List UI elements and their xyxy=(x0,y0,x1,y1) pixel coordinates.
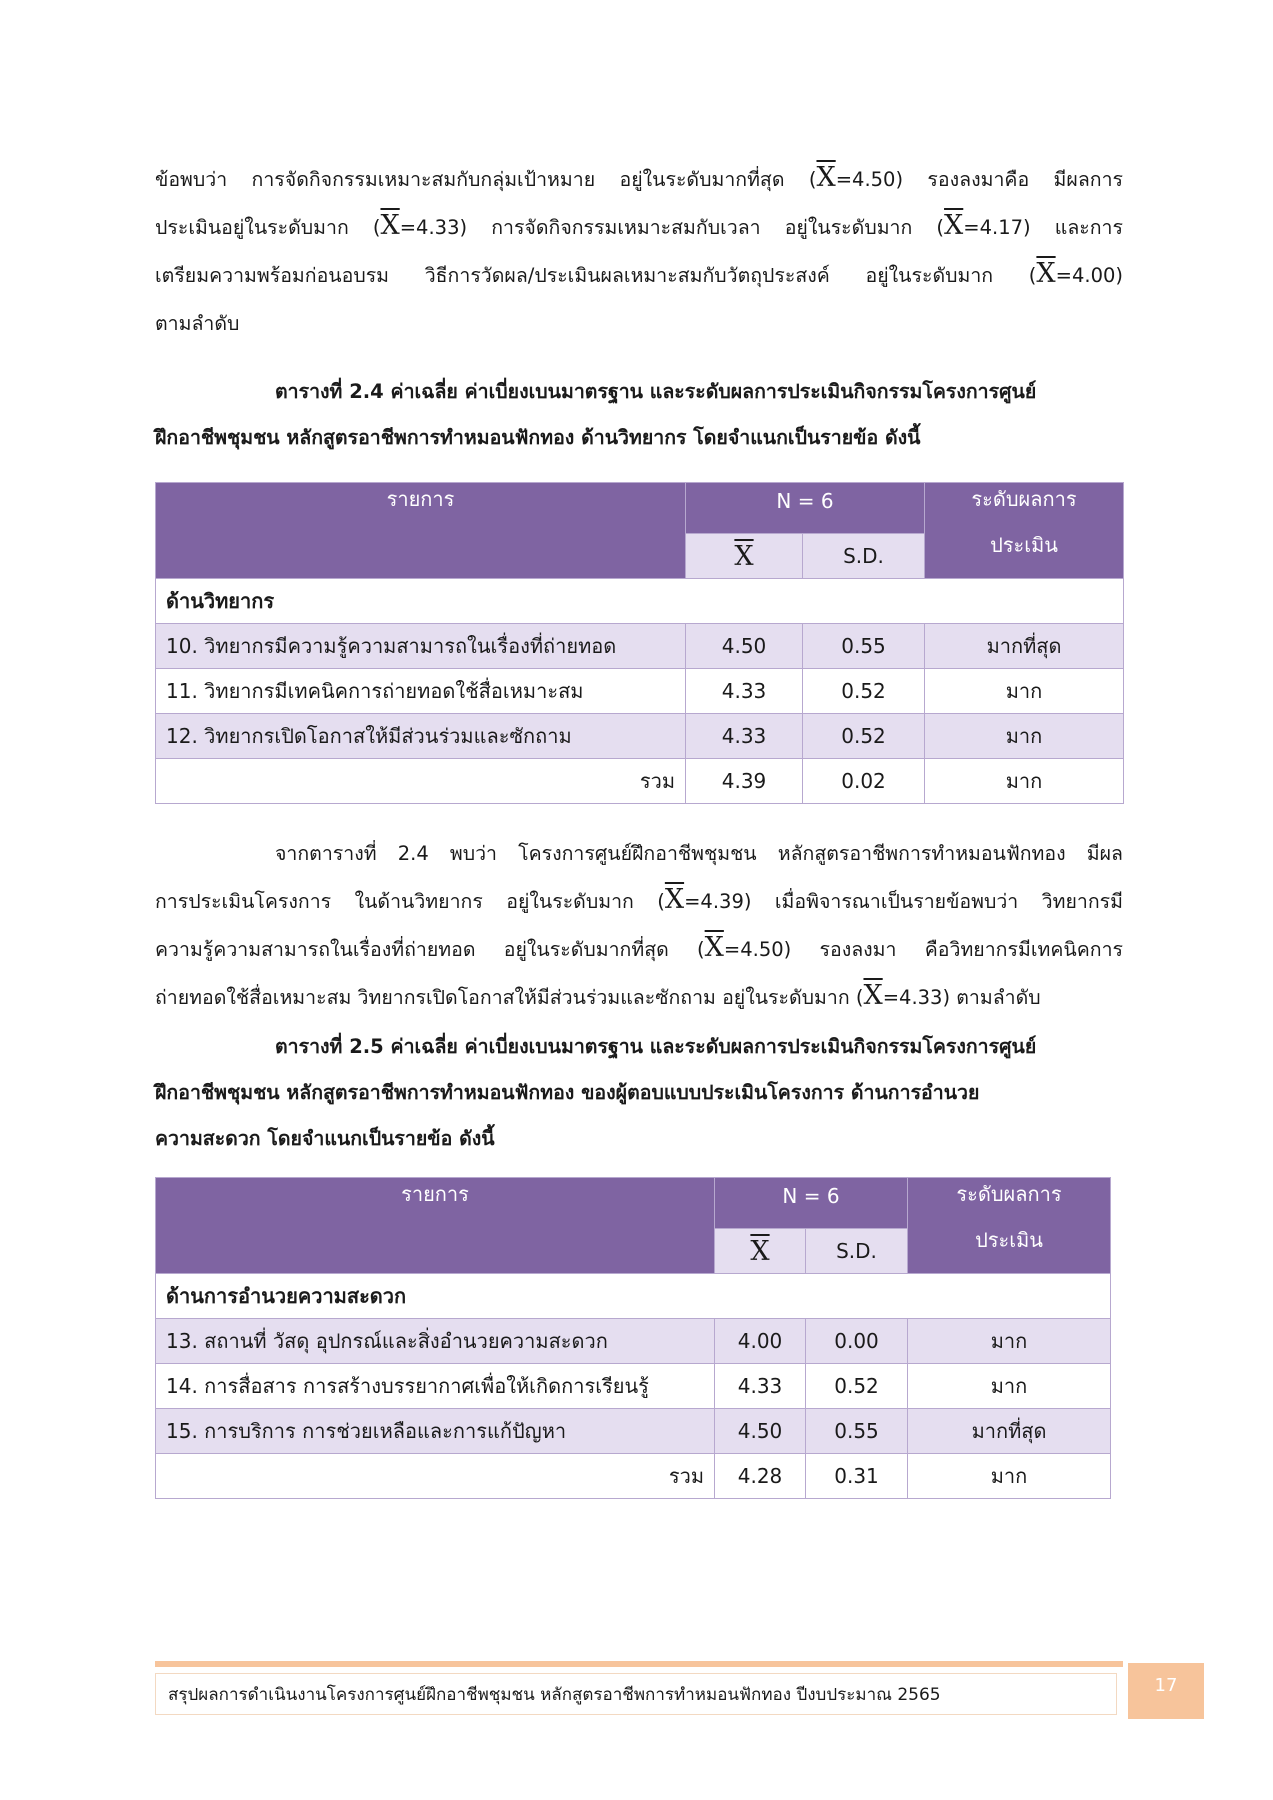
total-row: รวม 4.39 0.02 มาก xyxy=(156,759,1124,804)
table-row: 10. วิทยากรมีความรู้ความสามารถในเรื่องที่ถ่ายทอด 4.50 0.55 มากที่สุด xyxy=(156,624,1124,669)
header-item: รายการ xyxy=(156,483,686,579)
header-n: N = 6 xyxy=(715,1178,908,1229)
intro-paragraph xyxy=(155,156,1123,348)
header-level: ระดับผลการ ประเมิน xyxy=(908,1178,1111,1274)
paragraph-line: จากตารางที่ 2.4 พบว่า โครงการศูนย์ฝึกอาชีพชุมชน หลักสูตรอาชีพการทำหมอนฟักทอง มีผล xyxy=(275,842,1123,865)
table-caption-2-5 xyxy=(155,1024,1123,1162)
caption-line: ฝึกอาชีพชุมชน หลักสูตรอาชีพการทำหมอนฟักทอง ของผู้ตอบแบบประเมินโครงการ ด้านการอำนวย xyxy=(155,1081,980,1104)
mean-symbol: $\overline{X}$ xyxy=(863,980,883,1011)
table-row: 12. วิทยากรเปิดโอกาสให้มีส่วนร่วมและซักถาม 4.33 0.52 มาก xyxy=(156,714,1124,759)
mean-symbol: $\overline{X}$ xyxy=(704,932,724,963)
section-row: ด้านวิทยากร xyxy=(156,579,1124,624)
header-n: N = 6 xyxy=(686,483,925,534)
mean-symbol: $\overline{X}$ xyxy=(816,162,836,193)
paragraph-line: ประเมินอยู่ในระดับมาก $(\overline{X}=4.33)$ การจัดกิจกรรมเหมาะสมกับเวลา อยู่ในระดับมาก $(\overline{X}=4.17)$ และการ xyxy=(155,210,1123,241)
header-sd: S.D. xyxy=(803,534,925,579)
header-item: รายการ xyxy=(156,1178,715,1274)
paragraph-line: ความรู้ความสามารถในเรื่องที่ถ่ายทอด อยู่ในระดับมากที่สุด $(\overline{X}=4.50)$ รองลงมา คือวิทยากรมีเทคนิคการ xyxy=(155,932,1123,963)
section-row: ด้านการอำนวยความสะดวก xyxy=(156,1274,1111,1319)
table-row: 13. สถานที่ วัสดุ อุปกรณ์และสิ่งอำนวยความสะดวก 4.00 0.00 มาก xyxy=(156,1319,1111,1364)
header-mean: $\overline{X}$ xyxy=(715,1229,806,1274)
paragraph-line: ถ่ายทอดใช้สื่อเหมาะสม วิทยากรเปิดโอกาสให้มีส่วนร่วมและซักถาม อยู่ในระดับมาก $(\overline{X}=4.33)$ ตามลำดับ xyxy=(155,980,1041,1011)
header-sd: S.D. xyxy=(806,1229,908,1274)
header-mean: $\overline{X}$ xyxy=(686,534,803,579)
paragraph-line: การประเมินโครงการ ในด้านวิทยากร อยู่ในระดับมาก $(\overline{X}=4.39)$ เมื่อพิจารณาเป็นรายข้อพบว่า วิทยากรมี xyxy=(155,884,1123,915)
footer-accent-bar xyxy=(155,1661,1123,1667)
mean-symbol: $\overline{X}$ xyxy=(944,210,964,241)
evaluation-table-facilities xyxy=(155,1177,1111,1499)
mean-symbol: $\overline{X}$ xyxy=(380,210,400,241)
header-level: ระดับผลการ ประเมิน xyxy=(925,483,1124,579)
paragraph-line: ข้อพบว่า การจัดกิจกรรมเหมาะสมกับกลุ่มเป้าหมาย อยู่ในระดับมากที่สุด $(\overline{X}=4.50)$ รองลงมาคือ มีผลการ xyxy=(155,162,1123,193)
table-row: 11. วิทยากรมีเทคนิคการถ่ายทอดใช้สื่อเหมาะสม 4.33 0.52 มาก xyxy=(156,669,1124,714)
paragraph-line: เตรียมความพร้อมก่อนอบรม วิธีการวัดผล/ประเมินผลเหมาะสมกับวัตถุประสงค์ อยู่ในระดับมาก $(\overline{X}=4.00)$ xyxy=(155,258,1123,289)
table-row: 15. การบริการ การช่วยเหลือและการแก้ปัญหา 4.50 0.55 มากที่สุด xyxy=(156,1409,1111,1454)
footer-text: สรุปผลการดำเนินงานโครงการศูนย์ฝึกอาชีพชุมชน หลักสูตรอาชีพการทำหมอนฟักทอง ปีงบประมาณ 2565 xyxy=(155,1673,1117,1715)
table-row: 14. การสื่อสาร การสร้างบรรยากาศเพื่อให้เกิดการเรียนรู้ 4.33 0.52 มาก xyxy=(156,1364,1111,1409)
total-row: รวม 4.28 0.31 มาก xyxy=(156,1454,1111,1499)
caption-line: ความสะดวก โดยจำแนกเป็นรายข้อ ดังนี้ xyxy=(155,1127,495,1150)
summary-paragraph xyxy=(155,830,1123,1022)
paragraph-line: ตามลำดับ xyxy=(155,312,240,335)
mean-symbol: $\overline{X}$ xyxy=(1036,258,1056,289)
caption-line: ตารางที่ 2.5 ค่าเฉลี่ย ค่าเบี่ยงเบนมาตรฐาน และระดับผลการประเมินกิจกรรมโครงการศูนย์ xyxy=(275,1035,1037,1058)
page-number: 17 xyxy=(1128,1663,1204,1719)
table-caption-2-4 xyxy=(155,369,1123,461)
mean-symbol: $\overline{X}$ xyxy=(664,884,685,915)
evaluation-table-speaker xyxy=(155,482,1124,804)
caption-line: ตารางที่ 2.4 ค่าเฉลี่ย ค่าเบี่ยงเบนมาตรฐาน และระดับผลการประเมินกิจกรรมโครงการศูนย์ xyxy=(275,380,1037,403)
caption-line: ฝึกอาชีพชุมชน หลักสูตรอาชีพการทำหมอนฟักทอง ด้านวิทยากร โดยจำแนกเป็นรายข้อ ดังนี้ xyxy=(155,426,921,449)
